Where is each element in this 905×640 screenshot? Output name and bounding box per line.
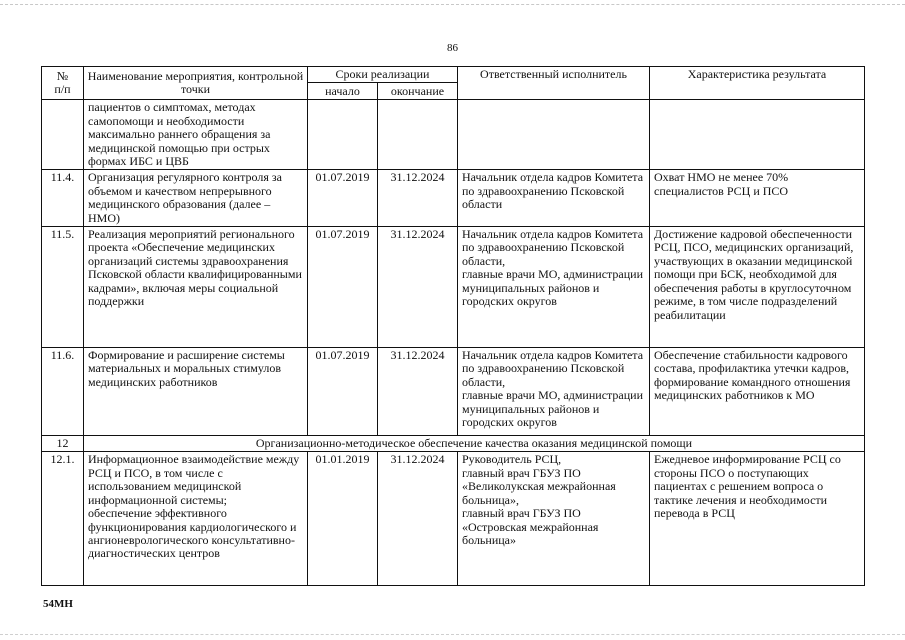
row-responsible — [458, 227, 650, 348]
section-row — [42, 436, 865, 452]
header-end: окончание — [378, 83, 458, 100]
row-end: 31.12.2024 — [378, 170, 458, 227]
row-name — [84, 452, 308, 586]
responsible-line: главный врач ГБУЗ ПО «Островская межрайонная больница» — [462, 506, 599, 547]
scan-edge-bottom — [0, 634, 905, 635]
table-row — [42, 452, 865, 586]
section-title: Организационно-методическое обеспечение качества оказания медицинской помощи — [84, 436, 865, 452]
row-name: Организация регулярного контроля за объемом и качеством непрерывного медицинского образования (далее – НМО) — [84, 170, 308, 227]
row-end: 31.12.2024 — [378, 227, 458, 348]
plan-table — [41, 66, 865, 586]
row-end: 31.12.2024 — [378, 348, 458, 436]
row-result: Обеспечение стабильности кадрового состава, профилактика утечки кадров, формирование командного отношения медицинских работников к МО — [650, 348, 865, 436]
row-num: 11.5. — [42, 227, 84, 348]
responsible-line: Начальник отдела кадров Комитета по здравоохранению Псковской области — [462, 170, 644, 212]
name-line: Информационное взаимодействие между РСЦ и ПСО, в том числе с использованием медицинской информационной системы; — [88, 452, 300, 507]
table-row — [42, 227, 865, 348]
row-num: 11.6. — [42, 348, 84, 436]
table-row — [42, 348, 865, 436]
responsible-line: Начальник отдела кадров Комитета по здравоохранению Псковской области, — [462, 227, 644, 268]
section-num: 12 — [42, 436, 84, 452]
row-responsible — [458, 170, 650, 227]
responsible-line: главные врачи МО, администрации муниципальных районов и городских округов — [462, 267, 644, 309]
row-num — [42, 100, 84, 170]
header-name: Наименование мероприятия, контрольной точки — [84, 67, 308, 100]
page-number: 86 — [447, 42, 458, 54]
responsible-line: главный врач ГБУЗ ПО «Великолукская межрайонная больница», — [462, 465, 616, 507]
row-result: Достижение кадровой обеспеченности РСЦ, ПСО, медицинских организаций, участвующих в оказании медицинской помощи при БСК, необходимой для обеспечения работы в круглосуточном режиме, в том числе подразделений реабилитации — [650, 227, 865, 348]
row-end: 31.12.2024 — [378, 452, 458, 586]
table-row — [42, 170, 865, 227]
row-start: 01.01.2019 — [308, 452, 378, 586]
row-name: пациентов о симптомах, методах самопомощи и необходимости максимально раннего обращения за медицинской помощью при острых формах ИБС и ЦВБ — [84, 100, 308, 170]
row-num: 12.1. — [42, 452, 84, 586]
row-num: 11.4. — [42, 170, 84, 227]
header-start: начало — [308, 83, 378, 100]
row-responsible — [458, 452, 650, 586]
row-start: 01.07.2019 — [308, 227, 378, 348]
row-start: 01.07.2019 — [308, 170, 378, 227]
row-name: Реализация мероприятий регионального проекта «Обеспечение медицинских организаций системы здравоохранения Псковской области квалифицированными кадрами», включая меры социальной поддержки — [84, 227, 308, 348]
row-start: 01.07.2019 — [308, 348, 378, 436]
header-responsible: Ответственный исполнитель — [458, 67, 650, 100]
row-result: Ежедневое информирование РСЦ со стороны ПСО о поступающих пациентах с решением вопроса о тактике лечения и необходимости перевода в РСЦ — [650, 452, 865, 586]
row-result — [650, 100, 865, 170]
row-start — [308, 100, 378, 170]
header-row — [42, 67, 865, 83]
responsible-line: Начальник отдела кадров Комитета по здравоохранению Псковской области, — [462, 348, 644, 389]
responsible-line: Руководитель РСЦ, — [462, 452, 562, 467]
header-result: Характеристика результата — [650, 67, 865, 100]
header-num: № п/п — [42, 67, 84, 100]
name-line: обеспечение эффективного функционирования кардиологического и ангионеврологического консультативно-диагностических центров — [88, 506, 297, 561]
responsible-line: главные врачи МО, администрации муниципальных районов и городских округов — [462, 388, 644, 430]
row-name: Формирование и расширение системы материальных и моральных стимулов медицинских работников — [84, 348, 308, 436]
row-responsible — [458, 100, 650, 170]
header-terms: Сроки реализации — [308, 67, 458, 83]
scan-edge-top — [0, 4, 905, 5]
table-row — [42, 100, 865, 170]
row-end — [378, 100, 458, 170]
row-responsible — [458, 348, 650, 436]
row-result: Охват НМО не менее 70% специалистов РСЦ и ПСО — [650, 170, 865, 227]
footer-code: 54МН — [43, 598, 73, 610]
